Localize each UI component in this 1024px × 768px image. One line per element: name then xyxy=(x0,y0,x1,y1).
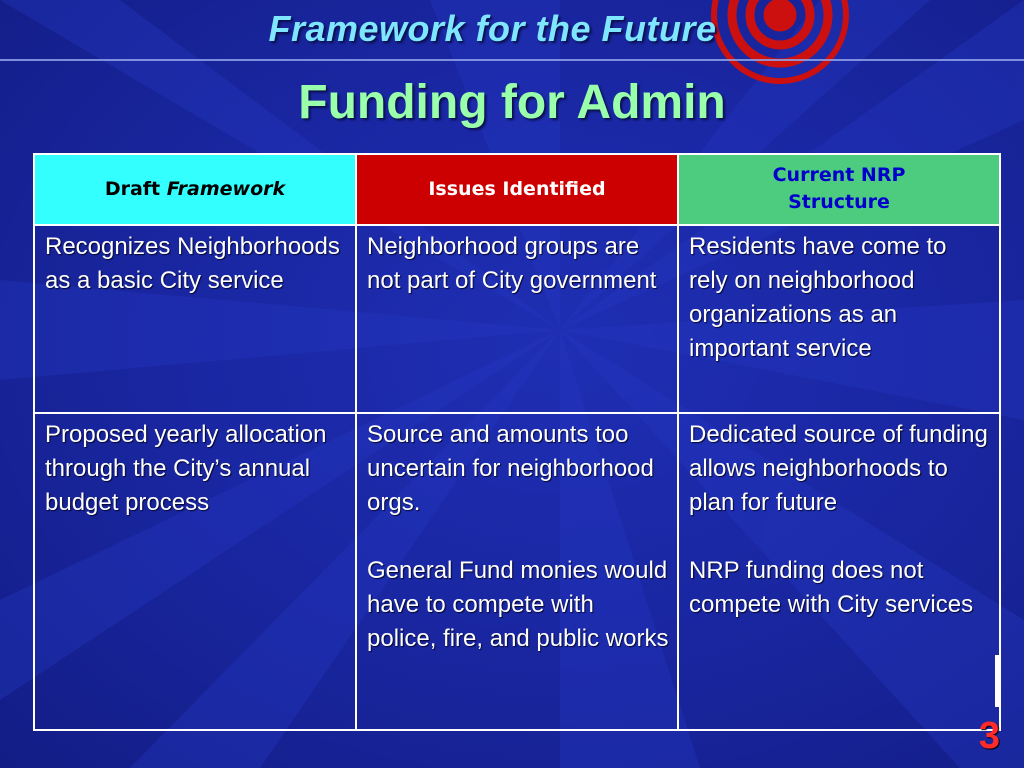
table-cell-nrp xyxy=(678,413,1000,730)
cell-text: Residents have come to rely on neighborhood organizations as an important service xyxy=(689,232,947,362)
table-row xyxy=(34,225,1000,413)
slide-title: Funding for Admin xyxy=(298,76,726,129)
table-cell-issues xyxy=(356,413,678,730)
column-header-nrp-label: Current NRP Structure xyxy=(772,163,906,214)
table-cell-issues xyxy=(356,225,678,413)
table-edge-accent xyxy=(995,655,1001,707)
column-header-draft-framework xyxy=(34,154,356,225)
header-bar xyxy=(0,0,1024,62)
table-header-row xyxy=(34,154,1000,225)
column-header-framework-label: Framework xyxy=(166,177,286,200)
header-title: Framework for the Future xyxy=(268,8,717,49)
cell-text: Recognizes Neighborhoods as a basic City service xyxy=(45,232,340,294)
cell-text: General Fund monies would have to compete with police, fire, and public works xyxy=(367,556,669,652)
cell-text: Proposed yearly allocation through the City’s annual budget process xyxy=(45,420,327,516)
column-header-current-nrp-structure xyxy=(678,154,1000,225)
table-row xyxy=(34,413,1000,730)
table-cell-nrp xyxy=(678,225,1000,413)
table-cell-draft xyxy=(34,413,356,730)
cell-text: Dedicated source of funding allows neighborhoods to plan for future xyxy=(689,420,988,516)
header-divider xyxy=(0,59,1024,61)
table-cell-draft xyxy=(34,225,356,413)
cell-text: Neighborhood groups are not part of City government xyxy=(367,232,657,294)
page-number: 3 xyxy=(978,715,1000,757)
cell-text: NRP funding does not compete with City services xyxy=(689,556,974,618)
cell-text: Source and amounts too uncertain for neighborhood orgs. xyxy=(367,420,654,516)
framework-table xyxy=(33,153,1001,731)
column-header-issues-identified: Issues Identified xyxy=(356,154,678,225)
column-header-draft-label: Draft xyxy=(104,177,161,200)
